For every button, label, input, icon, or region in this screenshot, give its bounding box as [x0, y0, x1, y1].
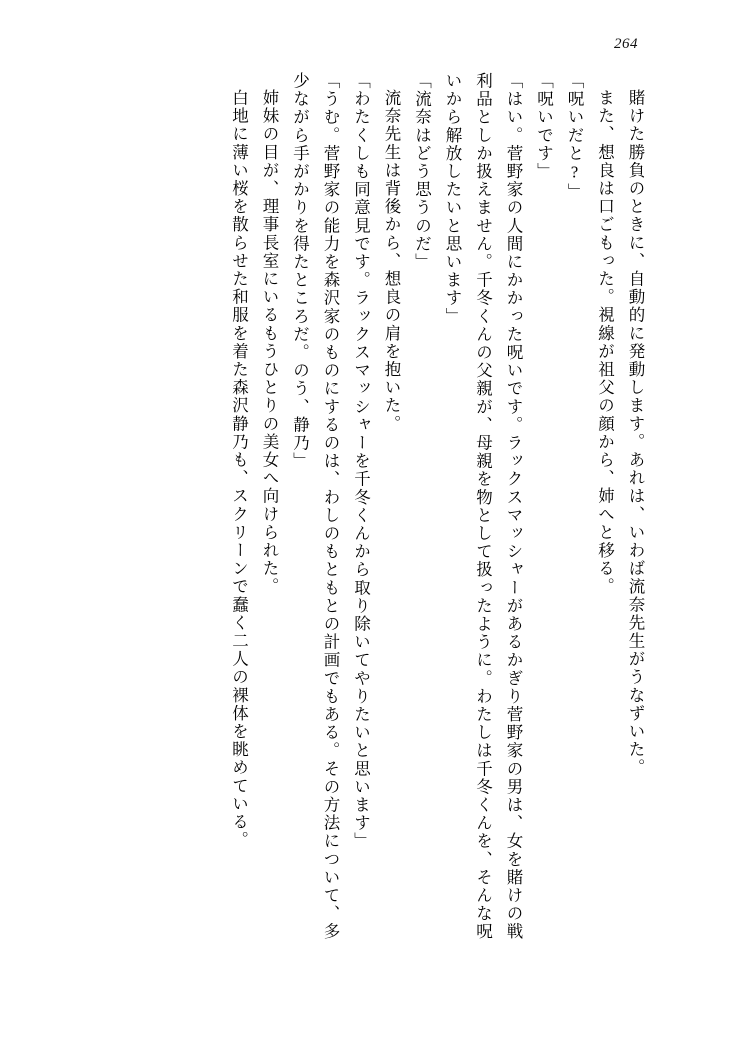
page-body-text — [90, 72, 650, 952]
paragraph: 「流奈はどう思うのだ」 — [412, 72, 432, 272]
paragraph: 姉妹の目が、理事長室にいるもうひとりの美女へ向けられた。 — [260, 89, 279, 596]
paragraph: 「わたくしも同意見です。ラックスマッシャーを千冬くんから取り除いてやりたいと思います」 — [351, 72, 371, 851]
paragraph: 流奈先生は背後から、想良の肩を抱いた。 — [382, 89, 401, 433]
paragraph: また、想良は口ごもった。視線が祖父の顔から、姉へと移る。 — [595, 89, 615, 596]
paragraph: 「呪いです」 — [534, 72, 554, 181]
paragraph: 「呪いだと?」 — [565, 72, 584, 202]
paragraph: 白地に薄い桜を散らせた和服を着た森沢静乃も、スクリーンで蠢く二人の裸体を眺めている。 — [229, 89, 249, 850]
paragraph: 「はい。菅野家の人間にかかった呪いです。ラックスマッシャーがあるかぎり菅野家の男は、女を賭けの戦利品としか扱えません。千冬くんの父親が、母親を物として扱ったように。わたしは千冬くんを、そんな呪いから解放したいと思います」 — [443, 72, 523, 941]
paragraph: 賭けた勝負のときに、自動的に発動します。あれは、いわば流奈先生がうなずいた。 — [626, 89, 645, 777]
paragraph: 「うむ。菅野家の能力を森沢家のものにするのは、わしのもともとの計画でもある。その方法について、多少ながら手がかりを得たところだ。のう、静乃」 — [290, 72, 340, 941]
page-number: 264 — [614, 36, 638, 52]
